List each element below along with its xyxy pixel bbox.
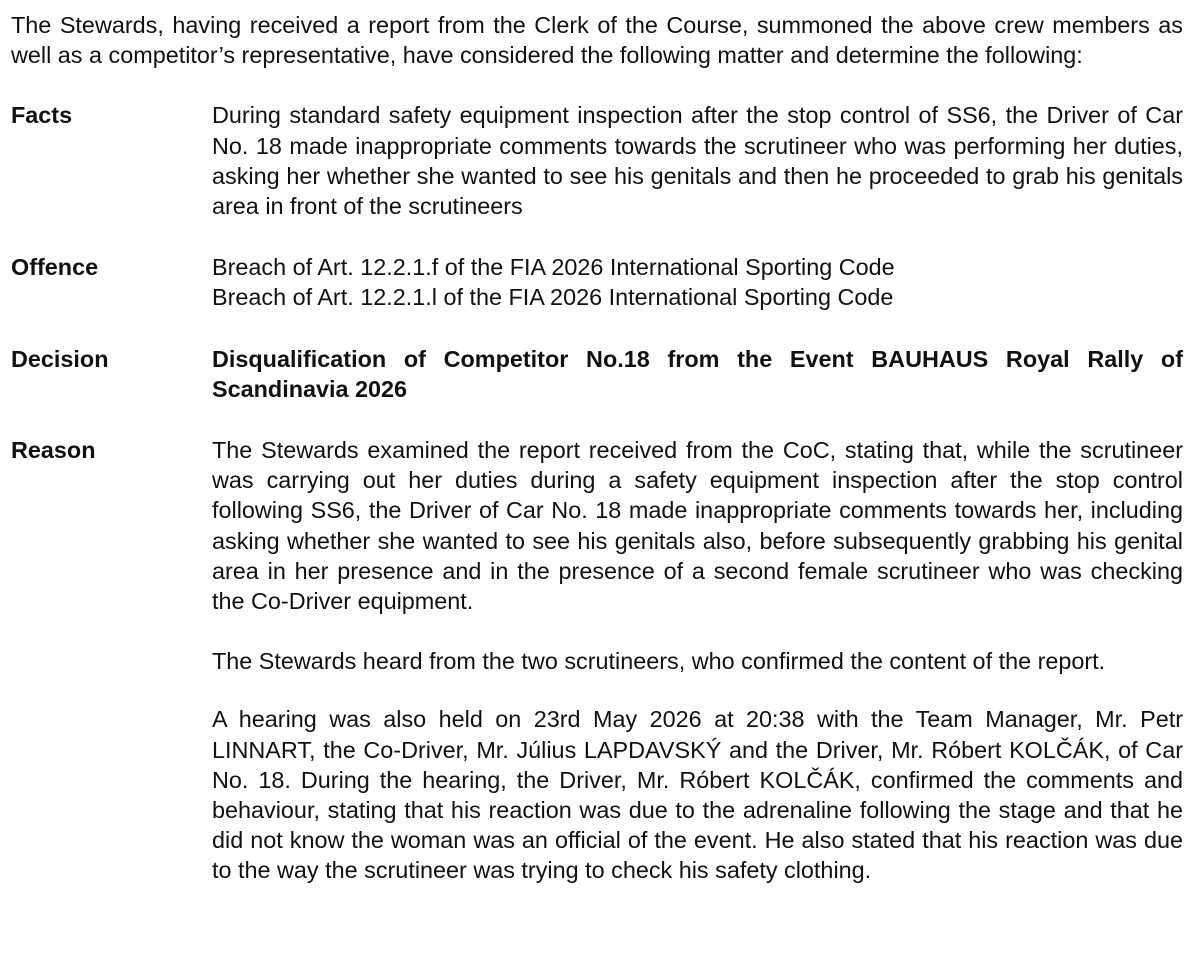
offence-section — [11, 252, 1183, 312]
decision-label: Decision — [11, 345, 109, 372]
reason-content — [212, 435, 1183, 886]
reason-paragraph: The Stewards heard from the two scrutineers, who confirmed the content of the report. — [212, 648, 1106, 675]
stewards-decision-document — [11, 10, 1183, 886]
facts-content — [212, 100, 1183, 221]
reason-section — [11, 435, 1183, 886]
intro-paragraph: The Stewards, having received a report from the Clerk of the Course, summoned the above crew members as well as a competitor’s representative, have considered the following matter and determine the following: — [11, 12, 1183, 69]
offence-label: Offence — [11, 254, 99, 281]
reason-label: Reason — [11, 437, 96, 464]
decision-content — [212, 344, 1183, 404]
facts-text: During standard safety equipment inspection after the stop control of SS6, the Driver of Car No. 18 made inappropriate comments towards the scrutineer who was performing her duties, asking her whether she wanted to see his genitals and then he proceeded to grab his genitals area in front of the scrutineers — [212, 102, 1183, 220]
offence-line: Breach of Art. 12.2.1.f of the FIA 2026 International Sporting Code — [212, 254, 895, 281]
reason-paragraph: The Stewards examined the report received from the CoC, stating that, while the scrutineer was carrying out her duties during a safety equipment inspection after the stop control following SS6, the Driver of Car No. 18 made inappropriate comments towards her, including asking whether she wanted to see his genitals also, before subsequently grabbing his genital area in her presence and in the presence of a second female scrutineer who was checking the Co-Driver equipment. — [212, 437, 1183, 615]
facts-section — [11, 100, 1183, 221]
reason-paragraph: A hearing was also held on 23rd May 2026 at 20:38 with the Team Manager, Mr. Petr LINNART, the Co-Driver, Mr. Július LAPDAVSKÝ and the Driver, Mr. Róbert KOLČÁK, of Car No. 18. During the hearing, the Driver, Mr. Róbert KOLČÁK, confirmed the comments and behaviour, stating that his reaction was due to the adrenaline following the stage and that he did not know the woman was an official of the event. He also stated that his reaction was due to the way the scrutineer was trying to check his safety clothing. — [212, 706, 1183, 884]
decision-text: Disqualification of Competitor No.18 from the Event BAUHAUS Royal Rally of Scandinavia 2026 — [212, 345, 1183, 402]
facts-label: Facts — [11, 102, 73, 129]
decision-section — [11, 344, 1183, 404]
offence-content — [212, 252, 1183, 312]
offence-line: Breach of Art. 12.2.1.l of the FIA 2026 International Sporting Code — [212, 284, 894, 311]
